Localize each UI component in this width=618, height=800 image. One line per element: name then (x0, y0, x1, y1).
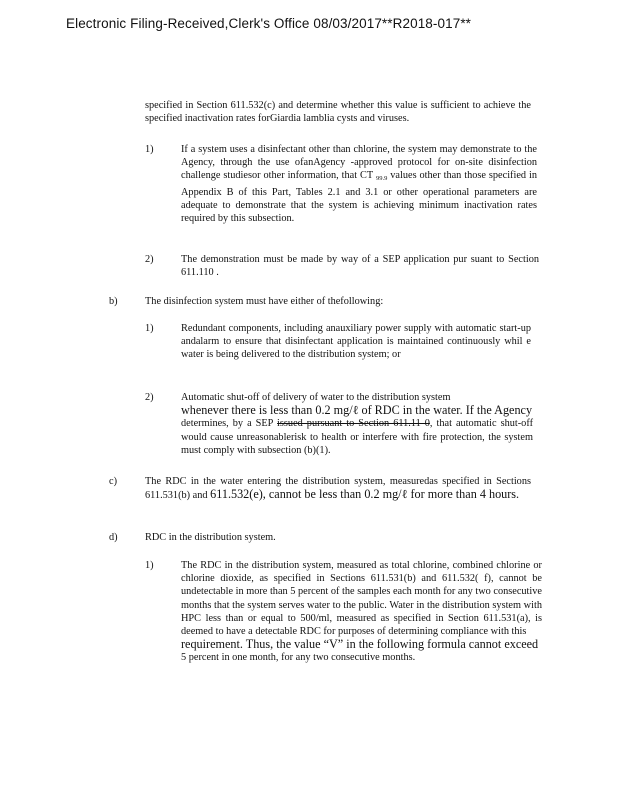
item-d1-line-2: requirement. Thus, the value “V” in the following formula cannot exceed (181, 637, 539, 652)
item-d-marker: d) (109, 532, 118, 543)
item-c-text-1: The RDC in the water entering the distribution system, measuredas specified in Sections 611.531(b) and (145, 476, 531, 502)
item-a1-text-1: If a system uses a disinfectant other than chlorine, the system may demonstrate to the Agency, through the use ofanAgency -approved protocol for on-site disinfection challenge studiesor other information, that CT (181, 144, 537, 182)
item-b2-text-3: determines, by a SEP (181, 418, 274, 430)
ct-subscript: 99.9 (375, 175, 388, 183)
item-b2-line-2: whenever there is less than 0.2 mg/ℓ of RDC in the water. If the Agency (181, 403, 533, 418)
intro-paragraph: specified in Section 611.532(c) and determine whether this value is sufficient to achieve the specified inactivation rates forGiardia lamblia cysts and viruses. (145, 100, 531, 125)
filing-header: Electronic Filing-Received,Clerk's Office 08/03/2017**R2018-017** (66, 16, 472, 31)
item-a1-marker: 1) (145, 144, 154, 155)
item-a2-marker: 2) (145, 254, 154, 265)
item-c-text-2: 611.532(e), cannot be less than 0.2 mg/ℓ for more than 4 hours. (210, 487, 520, 502)
item-b2-text-4: , that automatic shut-off would cause unreasonablerisk to health or interfere with fire protection, the system must comply with subsection (b)(1). (181, 418, 533, 456)
item-c-marker: c) (109, 476, 117, 487)
item-b2-line-1: Automatic shut-off of delivery of water to the distribution system (181, 392, 451, 403)
item-b-marker: b) (109, 296, 118, 307)
item-b2-marker: 2) (145, 392, 154, 403)
item-b1-marker: 1) (145, 323, 154, 334)
deleted-text: issued pursuant to Section 611.11 0 (277, 418, 430, 430)
item-d-text: RDC in the distribution system. (145, 532, 276, 543)
item-d1-line-3: 5 percent in one month, for any two consecutive months. (181, 652, 416, 664)
item-b1-text: Redundant components, including anauxiliary power supply with automatic start-up andalarm to ensure that disinfectant application is maintained continuously whil e water is being delivered to the distribution system; or (181, 323, 531, 361)
item-d1-text-1: The RDC in the distribution system, measured as total chlorine, combined chlorine or chlorine dioxide, as specified in Sections 611.531(b) and 611.532( f), cannot be undetectable in more than 5 percent of the samples each month for any two consecutive months that the system serves water to the public. Water in the distribution system with HPC less than or equal to 500/ml, measured as specified in Section 611.531(a), is deemed to have a detectable RDC for purposes of determining compliance with this (181, 560, 542, 638)
item-c-text (145, 475, 531, 502)
item-b-text: The disinfection system must have either of thefollowing: (145, 296, 384, 307)
item-d1-marker: 1) (145, 560, 154, 571)
item-a1-text-2: values other than those specified in Appendix B of this Part, Tables 2.1 and 3.1 or other operational parameters are adequate to demonstrate that the system is achieving minimum inactivation rates required by this subsection. (181, 170, 537, 225)
item-a1-text (181, 143, 537, 225)
item-b2-text (181, 391, 533, 457)
item-d1-text (181, 559, 542, 665)
item-a2-text: The demonstration must be made by way of a SEP application pur suant to Section 611.110 . (181, 254, 539, 279)
